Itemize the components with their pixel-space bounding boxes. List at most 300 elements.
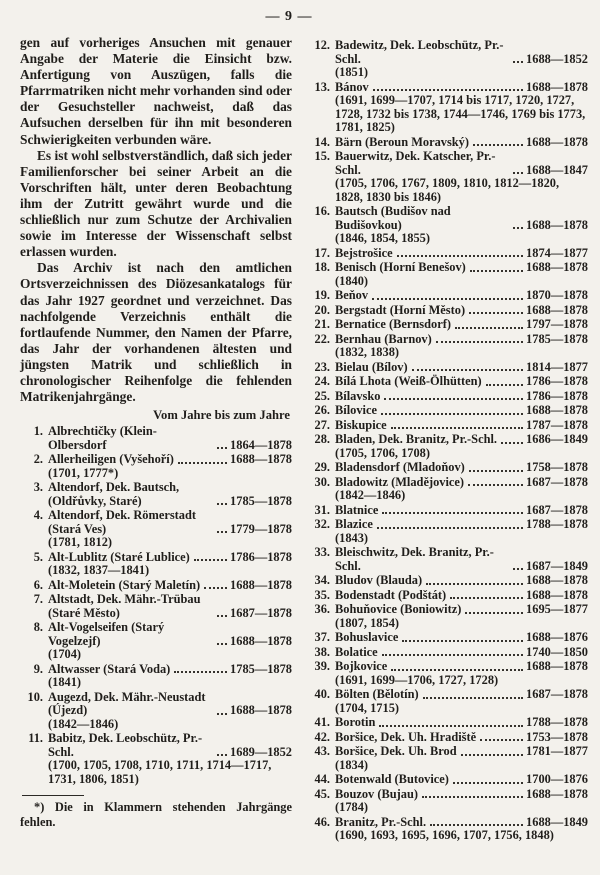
list-item-main-line (307, 546, 588, 573)
paragraph-rules: Es ist wohl selbstverständlich, daß sich jeder Familienforscher bei seiner Arbeit an die Vorschriften hält, unter deren Beobachtung ihm der Zutritt gewährt wurde und die schließlich nur zum Schutze der Archivalien sowie im Interesse der Wissenschaft selbst erlassen wurden. (20, 147, 292, 260)
year-range: 1788—1878 (526, 715, 588, 729)
parish-name: Alt-Vogelseifen (Starý Vogelzejf) (48, 620, 165, 648)
list-item (307, 289, 588, 303)
parish-name: Altstadt, Dek. Mähr.-Trübau (Staré Město) (48, 592, 201, 620)
year-range: 1787—1878 (526, 417, 588, 432)
dot-leader (455, 327, 523, 329)
missing-years: (1691, 1699—1707, 1714 bis 1717, 1720, 1727, 1728, 1732 bis 1738, 1744—1746, 1769 bis 1773, 1781, 1825) (335, 93, 586, 134)
entry-number: 12. (314, 38, 330, 52)
entry-number: 9. (33, 661, 43, 676)
parish-name: Borotin (335, 715, 376, 729)
year-range: 1688—1878 (526, 79, 588, 94)
parish-name: Blatnice (335, 502, 379, 517)
year-range: 1688—1878 (526, 302, 588, 317)
entry-number: 35. (314, 587, 330, 602)
entry-number: 34. (314, 573, 330, 587)
dot-leader (397, 255, 523, 257)
parish-name: Badewitz, Dek. Leobschütz, Pr.-Schl. (335, 38, 504, 66)
list-item (20, 453, 292, 480)
entry-number: 7. (33, 592, 43, 607)
parish-name: Bánov (335, 79, 369, 94)
list-item-main-line (307, 716, 588, 730)
list-item (307, 318, 588, 332)
year-range: 1785—1878 (230, 493, 292, 508)
list-item (307, 731, 588, 745)
year-range: 1688—1878 (526, 217, 588, 232)
year-range: 1688—1852 (526, 51, 588, 66)
list-item-main-line (20, 621, 292, 648)
entry-number: 20. (314, 302, 330, 317)
year-range: 1687—1849 (526, 558, 588, 573)
list-item (20, 593, 292, 620)
missing-years: (1807, 1854) (335, 615, 400, 630)
parish-name: Bladen, Dek. Branitz, Pr.-Schl. (335, 432, 498, 446)
list-item (307, 461, 588, 475)
list-item (307, 390, 588, 404)
entry-number: 18. (314, 260, 330, 274)
year-range: 1688—1878 (526, 786, 588, 801)
missing-years: (1705, 1706, 1708) (335, 445, 430, 460)
paragraph-archive-order: Das Archiv ist nach den amtlichen Ortsverzeichnissen des Diözesankatalogs für das Jahr 1927 geordnet und verzeichnet. Das nachfolgende Verzeichnis enthält die fortlaufende Nummer, den Namen der Pfarre, das Jahr der vorhandenen ältesten und jüngsten Matrik und schließlich in chronologischer Reihenfolge die fehlenden Matrikenjahrgänge. (20, 260, 292, 405)
year-range: 1688—1878 (526, 403, 588, 417)
dot-leader (381, 413, 523, 415)
entry-number: 15. (314, 149, 330, 163)
year-range: 1687—1878 (526, 502, 588, 517)
entry-number: 17. (314, 245, 330, 260)
left-column (20, 35, 292, 844)
dot-leader (486, 384, 523, 386)
list-item-main-line (307, 390, 588, 404)
dot-leader (469, 470, 523, 472)
list-item (307, 589, 588, 603)
list-item (307, 419, 588, 433)
year-range: 1781—1877 (526, 744, 588, 758)
dot-leader (217, 643, 227, 645)
list-item-main-line (20, 453, 292, 467)
entry-number: 41. (314, 715, 330, 729)
dot-leader (473, 144, 523, 146)
dot-leader (426, 583, 523, 585)
missing-years: (1832, 1838) (335, 345, 400, 359)
list-item-main-line (307, 731, 588, 745)
footnote-rule (22, 795, 84, 796)
dot-leader (217, 615, 227, 617)
list-item (20, 425, 292, 452)
list-item-main-line (307, 476, 588, 490)
entry-number: 36. (314, 602, 330, 616)
list-item (307, 261, 588, 288)
parish-name: Blazice (335, 517, 373, 531)
parish-name: Beňov (335, 288, 369, 302)
list-item (307, 773, 588, 787)
entry-number: 8. (33, 620, 43, 635)
dot-leader (402, 640, 523, 642)
dot-leader (217, 531, 227, 533)
entry-number: 16. (314, 204, 330, 218)
year-range: 1695—1877 (526, 602, 588, 616)
year-range: 1688—1878 (230, 452, 292, 467)
parish-name: Alt-Moletein (Starý Maletín) (48, 577, 201, 592)
list-item-main-line (307, 419, 588, 433)
entry-number: 37. (314, 630, 330, 644)
list-item (20, 509, 292, 550)
dot-leader (470, 270, 523, 272)
year-range: 1688—1878 (230, 577, 292, 592)
year-range: 1700—1876 (526, 772, 588, 786)
year-column-header: Vom Jahre bis zum Jahre (153, 408, 290, 423)
parish-name: Bärn (Beroun Moravský) (335, 134, 470, 149)
list-item-main-line (307, 247, 588, 261)
missing-years: (1784) (335, 800, 369, 814)
dot-leader (465, 612, 523, 614)
missing-years: (1832, 1837—1841) (48, 563, 150, 578)
list-item (307, 518, 588, 545)
dot-leader (377, 527, 523, 529)
missing-years: (1851) (335, 65, 369, 79)
list-item (307, 646, 588, 660)
year-range: 1740—1850 (526, 644, 588, 659)
list-item-main-line (20, 732, 292, 759)
year-range: 1786—1878 (526, 374, 588, 388)
dot-leader (217, 503, 227, 505)
year-range: 1753—1878 (526, 729, 588, 744)
entry-number: 45. (314, 786, 330, 801)
list-item (20, 663, 292, 690)
list-item-main-line (20, 551, 292, 565)
entry-number: 43. (314, 744, 330, 758)
dot-leader (379, 725, 523, 727)
list-item (307, 631, 588, 645)
list-item (307, 81, 588, 135)
list-item (20, 579, 292, 593)
entry-number: 19. (314, 288, 330, 302)
parish-name: Bohuslavice (335, 630, 399, 644)
list-item-main-line (307, 788, 588, 802)
parish-name: Bílavsko (335, 388, 381, 403)
year-range: 1785—1878 (526, 331, 588, 346)
entry-number: 28. (314, 432, 330, 446)
year-range: 1786—1878 (230, 549, 292, 564)
dot-leader (217, 447, 227, 449)
dot-leader (178, 462, 227, 464)
year-range: 1758—1878 (526, 460, 588, 474)
year-range: 1687—1878 (526, 474, 588, 489)
list-item (20, 481, 292, 508)
list-item (20, 732, 292, 786)
dot-leader (469, 312, 523, 314)
dot-leader (513, 172, 523, 174)
entry-number: 33. (314, 545, 330, 559)
dot-leader (513, 227, 523, 229)
parish-name: Bleischwitz, Dek. Branitz, Pr.-Schl. (335, 545, 494, 573)
parish-name: Bejstrošice (335, 245, 393, 260)
missing-years: (1781, 1812) (48, 535, 113, 550)
parish-name: Augezd, Dek. Mähr.-Neustadt (Újezd) (48, 689, 206, 718)
entry-number: 5. (33, 549, 43, 564)
missing-years: (1843) (335, 530, 369, 545)
dot-leader (423, 697, 523, 699)
dot-leader (412, 369, 523, 371)
dot-leader (217, 713, 227, 715)
dot-leader (513, 61, 523, 63)
entry-number: 27. (314, 417, 330, 432)
dot-leader (430, 824, 523, 826)
list-item-main-line (307, 318, 588, 332)
entry-number: 4. (33, 508, 43, 523)
list-item-main-line (20, 425, 292, 452)
two-column-layout (20, 35, 588, 844)
year-range: 1688—1849 (526, 814, 588, 829)
parish-name: Altwasser (Stará Voda) (48, 661, 171, 676)
year-range: 1870—1878 (526, 288, 588, 302)
parish-list-right (307, 39, 588, 843)
list-item (307, 404, 588, 418)
list-item (307, 361, 588, 375)
parish-name: Bielau (Bílov) (335, 359, 408, 374)
list-item (20, 551, 292, 578)
list-item-main-line (307, 304, 588, 318)
paragraph-continuation: gen auf vorheriges Ansuchen mit genauer Angabe der Materie die Einsicht bzw. Anfertigung von Auszügen, falls die Pfarrmatriken nicht mehr vorhanden sind oder der Gesuchsteller nachweist, daß das Aufsuchen derselben für ihn mit besonderen Schwierigkeiten verbunden wäre. (20, 35, 292, 147)
entry-number: 25. (314, 388, 330, 403)
entry-number: 24. (314, 374, 330, 388)
dot-leader (217, 754, 227, 756)
parish-name: Biskupice (335, 417, 387, 432)
year-range: 1797—1878 (526, 317, 588, 331)
list-item-main-line (307, 646, 588, 660)
parish-name: Albrechtičky (Klein-Olbersdorf (48, 424, 157, 452)
list-item (307, 476, 588, 503)
list-item-main-line (307, 518, 588, 532)
list-item (307, 39, 588, 80)
parish-name: Botenwald (Butovice) (335, 772, 449, 786)
list-item-main-line (20, 663, 292, 677)
list-item-main-line (307, 574, 588, 588)
year-range: 1688—1878 (526, 587, 588, 602)
entry-number: 11. (28, 731, 43, 746)
parish-name: Bodenstadt (Podštát) (335, 587, 447, 602)
dot-leader (453, 782, 523, 784)
list-item (307, 433, 588, 460)
parish-name: Allerheiligen (Vyšehoří) (48, 452, 174, 467)
parish-name: Bouzov (Bujau) (335, 786, 418, 801)
dot-leader (382, 654, 523, 656)
parish-name: Bautsch (Budišov nad Budišovkou) (335, 204, 451, 232)
list-item (307, 247, 588, 261)
entry-number: 39. (314, 659, 330, 673)
entry-number: 21. (314, 317, 330, 331)
year-range: 1687—1878 (230, 605, 292, 620)
entry-number: 3. (33, 480, 43, 495)
list-item-main-line (307, 433, 588, 447)
list-item (307, 375, 588, 389)
missing-years: (1846, 1854, 1855) (335, 231, 430, 245)
missing-years: (1842—1846) (335, 488, 406, 502)
list-item-main-line (307, 289, 588, 303)
missing-years: (1840) (335, 273, 369, 288)
entry-number: 30. (314, 474, 330, 489)
entry-number: 13. (314, 79, 330, 94)
page-number: — 9 — (265, 9, 313, 24)
year-range: 1687—1878 (526, 687, 588, 701)
entry-number: 44. (314, 772, 330, 786)
list-item-main-line (20, 579, 292, 593)
year-range: 1874—1877 (526, 245, 588, 260)
list-item-main-line (307, 631, 588, 645)
list-item-main-line (307, 375, 588, 389)
list-item (307, 546, 588, 573)
parish-name: Boršice, Dek. Uh. Brod (335, 744, 457, 758)
year-range: 1688—1878 (526, 260, 588, 274)
dot-leader (436, 341, 523, 343)
dot-leader (391, 669, 523, 671)
list-item (307, 660, 588, 687)
parish-name: Bergstadt (Horní Město) (335, 302, 466, 317)
year-range: 1814—1877 (526, 359, 588, 374)
year-range: 1788—1878 (526, 517, 588, 531)
list-item-main-line (307, 504, 588, 518)
parish-name: Alt-Lublitz (Staré Lublice) (48, 549, 190, 564)
dot-leader (204, 587, 227, 589)
parish-name: Bílá Lhota (Weiß-Ölhütten) (335, 374, 482, 388)
entry-number: 14. (314, 134, 330, 149)
entry-number: 31. (314, 502, 330, 517)
parish-name: Bölten (Bělotín) (335, 687, 419, 701)
list-item-main-line (307, 261, 588, 275)
missing-years: (1700, 1705, 1708, 1710, 1711, 1714—1717, 1731, 1806, 1851) (48, 758, 272, 786)
dot-leader (372, 298, 523, 300)
parish-name: Altendorf, Dek. Bautsch, (Oldřůvky, Staré) (48, 480, 180, 508)
list-item (307, 150, 588, 204)
list-item-main-line (20, 691, 292, 718)
year-range: 1864—1878 (230, 437, 292, 452)
year-range: 1688—1878 (526, 134, 588, 149)
missing-years: (1705, 1706, 1767, 1809, 1810, 1812—1820, 1828, 1830 bis 1846) (335, 176, 560, 204)
year-range: 1688—1878 (526, 659, 588, 673)
dot-leader (373, 89, 523, 91)
entry-number: 26. (314, 403, 330, 417)
list-item (307, 816, 588, 843)
list-item (307, 716, 588, 730)
entry-number: 46. (314, 814, 330, 829)
footnote (20, 795, 292, 829)
list-item-main-line (307, 404, 588, 418)
dot-leader (384, 398, 523, 400)
year-range: 1688—1878 (230, 703, 292, 718)
dot-leader (422, 796, 523, 798)
parish-name: Altendorf, Dek. Römerstadt (Stará Ves) (48, 508, 196, 536)
list-item (307, 304, 588, 318)
entry-number: 6. (33, 577, 43, 592)
missing-years: (1691, 1699—1706, 1727, 1728) (335, 672, 499, 687)
list-item (307, 504, 588, 518)
missing-years: (1834) (335, 757, 369, 772)
list-item-main-line (307, 816, 588, 830)
dot-leader (461, 754, 523, 756)
list-item (307, 136, 588, 150)
parish-name: Bauerwitz, Dek. Katscher, Pr.-Schl. (335, 149, 496, 177)
list-item-main-line (307, 589, 588, 603)
list-item (307, 688, 588, 715)
list-item (307, 333, 588, 360)
year-range: 1688—1876 (526, 630, 588, 644)
year-range: 1689—1852 (230, 744, 292, 759)
parish-name: Benisch (Horní Benešov) (335, 260, 466, 274)
missing-years: (1701, 1777*) (48, 465, 119, 480)
list-item-main-line (20, 509, 292, 536)
parish-name: Bernhau (Barnov) (335, 331, 432, 346)
list-item-main-line (307, 136, 588, 150)
year-range: 1688—1847 (526, 162, 588, 177)
missing-years: (1704, 1715) (335, 700, 400, 715)
dot-leader (194, 559, 227, 561)
footnote-text: *) Die in Klammern stehenden Jahrgänge fehlen. (20, 800, 292, 829)
dot-leader (480, 739, 523, 741)
list-item-main-line (307, 603, 588, 617)
list-item (307, 603, 588, 630)
list-item-main-line (307, 461, 588, 475)
year-range: 1688—1878 (230, 633, 292, 648)
parish-name: Bílovice (335, 403, 377, 417)
parish-name: Bernatice (Bernsdorf) (335, 317, 451, 331)
list-item-main-line (307, 39, 588, 66)
missing-years: (1704) (48, 647, 82, 662)
missing-years: (1690, 1693, 1695, 1696, 1707, 1756, 1848) (335, 828, 554, 842)
dot-leader (450, 597, 523, 599)
dot-leader (174, 671, 227, 673)
list-item (20, 691, 292, 732)
entry-number: 2. (33, 452, 43, 467)
entry-number: 42. (314, 729, 330, 744)
list-item-main-line (307, 773, 588, 787)
list-item (20, 621, 292, 662)
right-column (307, 35, 588, 844)
missing-years: (1841) (48, 675, 82, 690)
parish-name: Bohuňovice (Boniowitz) (335, 602, 462, 616)
dot-leader (501, 442, 523, 444)
list-item-main-line (20, 481, 292, 508)
entry-number: 22. (314, 331, 330, 346)
missing-years: (1842—1846) (48, 716, 119, 731)
parish-name: Bojkovice (335, 659, 388, 673)
list-item-main-line (307, 361, 588, 375)
entry-number: 38. (314, 644, 330, 659)
parish-name: Bolatice (335, 644, 378, 659)
year-range: 1779—1878 (230, 521, 292, 536)
dot-leader (513, 568, 523, 570)
parish-name: Bladensdorf (Mladoňov) (335, 460, 465, 474)
entry-number: 40. (314, 687, 330, 701)
list-item-main-line (307, 81, 588, 95)
parish-name: Bladowitz (Mladějovice) (335, 474, 465, 489)
year-range: 1785—1878 (230, 661, 292, 676)
entry-number: 29. (314, 460, 330, 474)
entry-number: 32. (314, 517, 330, 531)
list-item (307, 205, 588, 246)
year-range: 1688—1878 (526, 573, 588, 587)
year-range: 1686—1849 (526, 432, 588, 446)
parish-name: Bludov (Blauda) (335, 573, 423, 587)
entry-number: 23. (314, 359, 330, 374)
list-item-main-line (307, 205, 588, 232)
list-item-main-line (307, 688, 588, 702)
list-item (307, 745, 588, 772)
parish-name: Boršice, Dek. Uh. Hradiště (335, 729, 477, 744)
dot-leader (391, 427, 523, 429)
parish-list-left (20, 425, 292, 786)
list-item (307, 788, 588, 815)
list-item-main-line (307, 660, 588, 674)
list-item-main-line (307, 150, 588, 177)
